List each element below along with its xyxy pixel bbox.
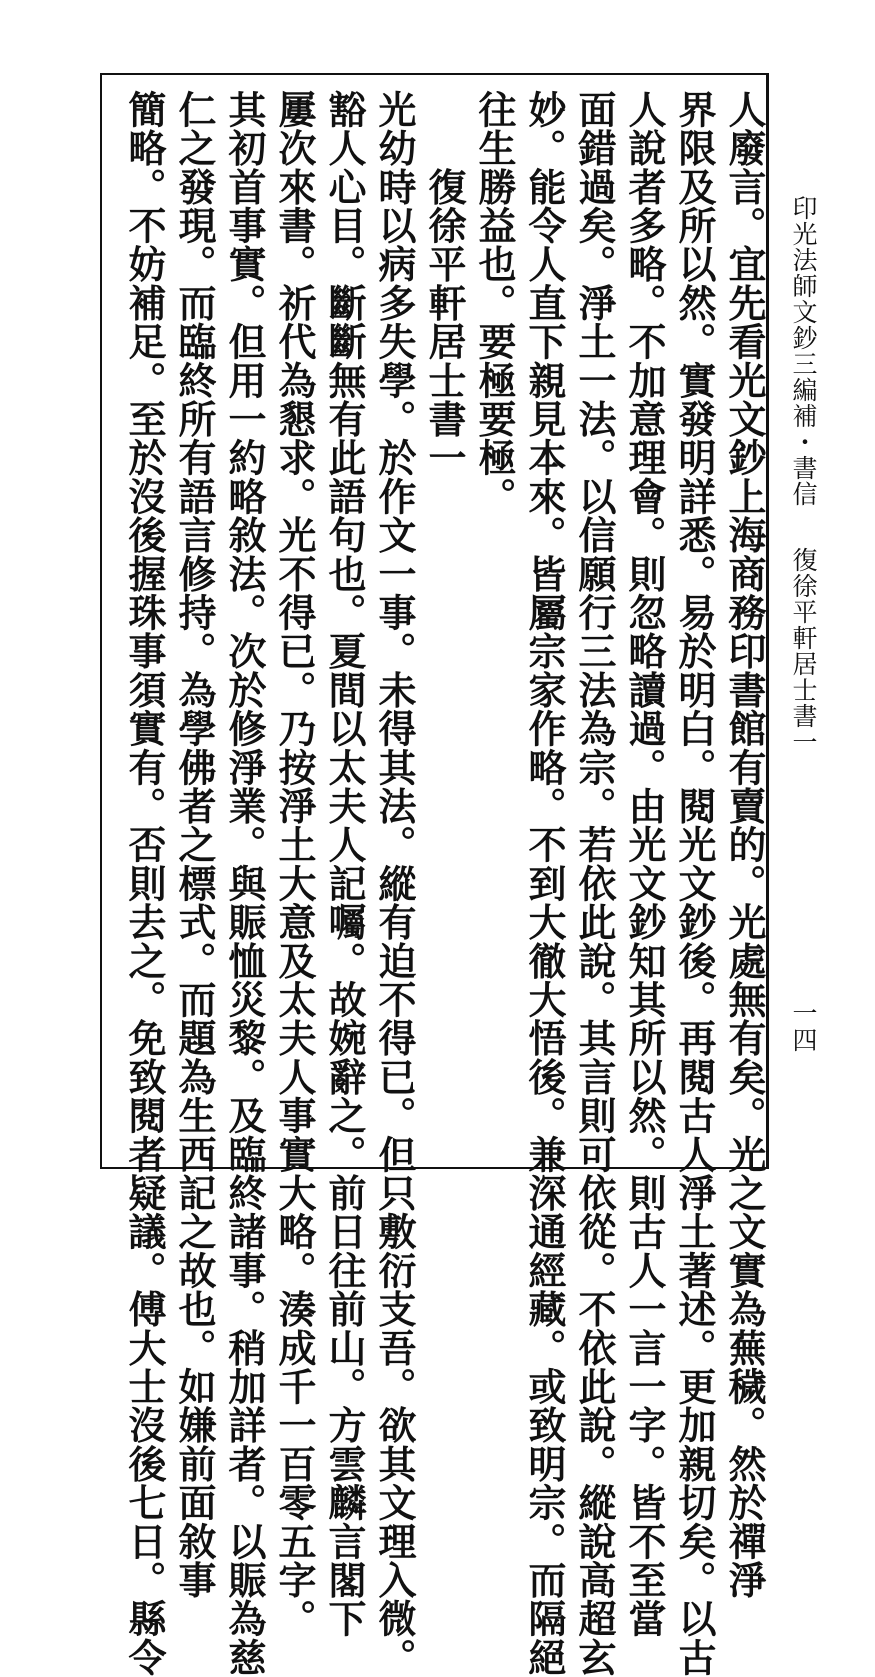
text-column-10: 屢次來書。祈代為懇求。光不得已。乃按淨土大意及太夫人事實大略。湊成千一百零五字。 [272, 90, 317, 1638]
book-title: 印光法師文鈔三編補・書信 [789, 195, 818, 507]
text-column-13: 簡略。不妨補足。至於沒後握珠事須實有。否則去之。免致閱者疑議。傅大士沒後七日。縣令 [122, 90, 167, 1677]
text-column-1: 人廢言。宜先看光文鈔上海商務印書館有賣的。光處無有矣。光之文實為蕪穢。然於禪淨 [722, 90, 767, 1600]
text-column-8: 光幼時以病多失學。於作文一事。未得其法。縱有迫不得已。但只敷衍支吾。欲其文理入微。 [372, 90, 417, 1677]
text-column-2: 界限及所以然。實發明詳悉。易於明白。閱光文鈔後。再閱古人淨土著述。更加親切矣。以古 [672, 90, 717, 1677]
text-column-12: 仁之發現。而臨終所有語言修持。為學佛者之標式。而題為生西記之故也。如嫌前面敘事 [172, 90, 217, 1600]
text-column-9: 豁人心目。斷斷無有此語句也。夏間以太夫人記囑。故婉辭之。前日往前山。方雲麟言閣下 [322, 90, 367, 1638]
text-column-3: 人說者多略。不加意理會。則忽略讀過。由光文鈔知其所以然。則古人一言一字。皆不至當 [622, 90, 667, 1638]
header-divider [767, 73, 769, 1169]
text-column-11: 其初首事實。但用一約略敘法。次於修淨業。與賑恤災黎。及臨終諸事。稍加詳者。以賑為慈 [222, 90, 267, 1677]
text-column-6: 往生勝益也。要極要極。 [472, 90, 517, 516]
text-column-5: 妙。能令人直下親見本來。皆屬宗家作略。不到大徹大悟後。兼深通經藏。或致明宗。而隔絕 [522, 90, 567, 1677]
page-number: 一四 [789, 1000, 818, 1054]
section-title: 復徐平軒居士書一 [789, 547, 818, 755]
letter-title: 復徐平軒居士書一 [422, 90, 467, 477]
running-header [787, 195, 819, 755]
text-column-4: 面錯過矣。淨土一法。以信願行三法為宗。若依此說。其言則可依從。不依此說。縱說高超玄 [572, 90, 617, 1677]
